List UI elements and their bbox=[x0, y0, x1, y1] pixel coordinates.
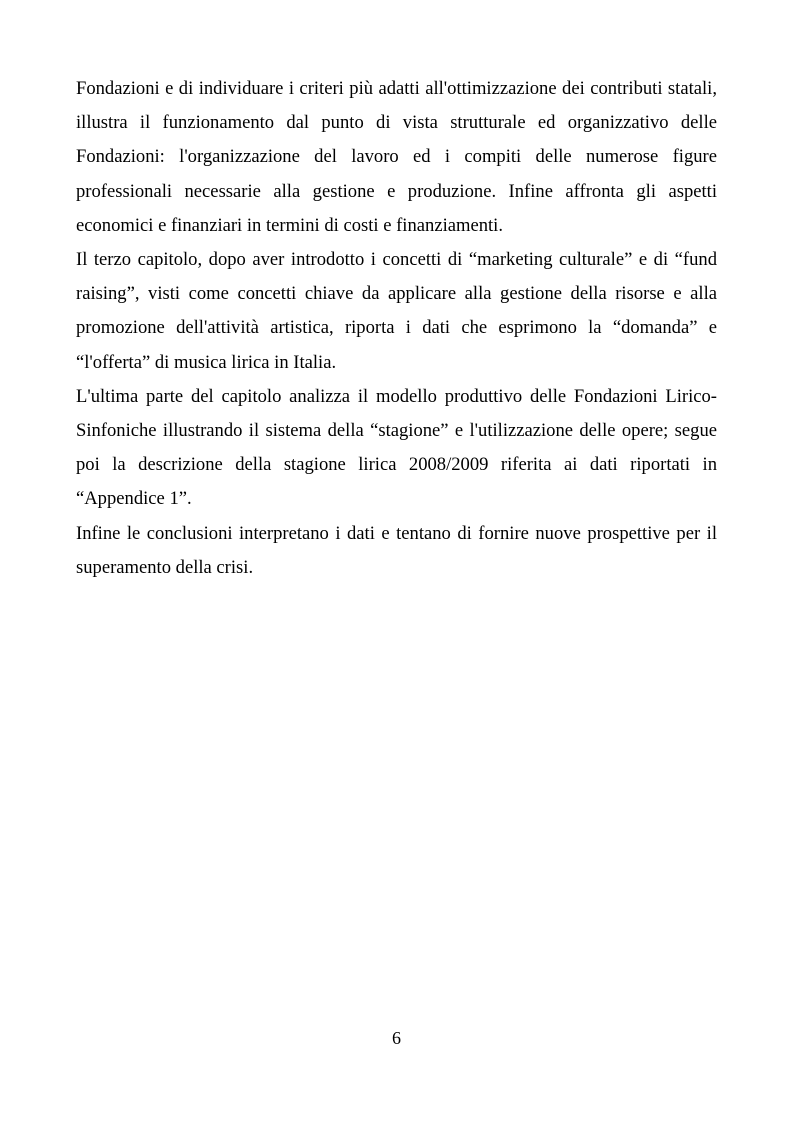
paragraph-3: L'ultima parte del capitolo analizza il modello produttivo delle Fondazioni Lirico-Sinfoniche illustrando il sistema della “stagione” e l'utilizzazione delle opere; segue poi la descrizione della stagione lirica 2008/2009 riferita ai dati riportati in “Appendice 1”. bbox=[76, 385, 717, 510]
page-number: 6 bbox=[392, 1028, 401, 1048]
paragraph-4: Infine le conclusioni interpretano i dati e tentano di fornire nuove prospettive per il superamento della crisi. bbox=[76, 522, 717, 578]
page-body bbox=[76, 72, 717, 585]
paragraph-1: Fondazioni e di individuare i criteri più adatti all'ottimizzazione dei contributi statali, illustra il funzionamento dal punto di vista strutturale ed organizzativo delle Fondazioni: l'organizzazione del lavoro ed i compiti delle numerose figure professionali necessarie alla gestione e produzione. Infine affronta gli aspetti economici e finanziari in termini di costi e finanziamenti. bbox=[76, 78, 717, 236]
paragraph-2: Il terzo capitolo, dopo aver introdotto i concetti di “marketing culturale” e di “fund raising”, visti come concetti chiave da applicare alla gestione della risorse e alla promozione dell'attività artistica, riporta i dati che esprimono la “domanda” e “l'offerta” di musica lirica in Italia. bbox=[76, 249, 717, 373]
